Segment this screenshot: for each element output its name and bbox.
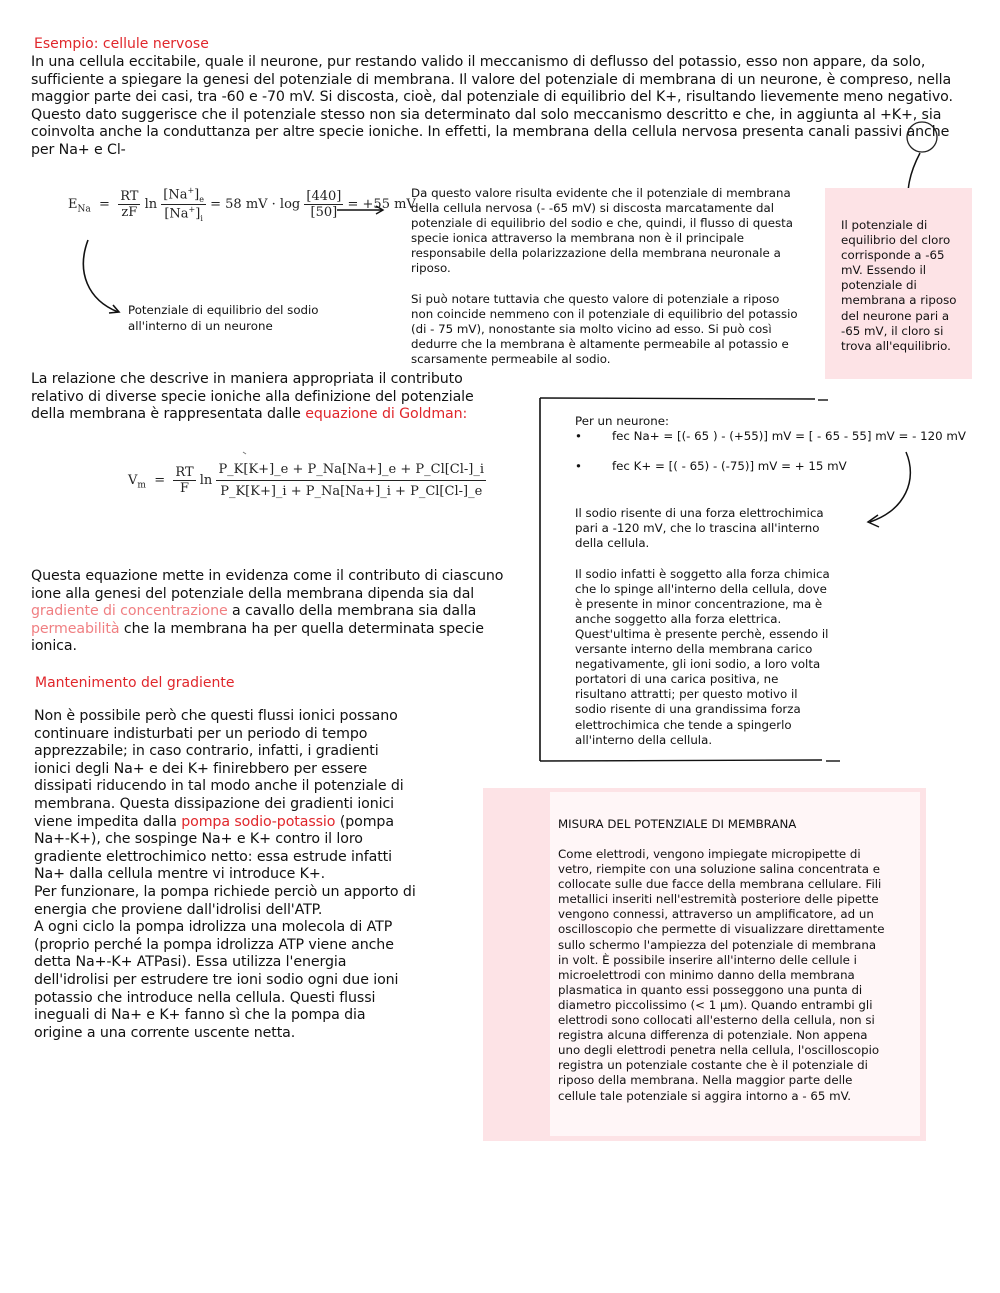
goldman-ratio: $\frac{P\_K[K+]\_e + P\_Na[Na+]\_e + P\_Cl[Cl-]\_i}{P\_K[K+]\_i + P\_Na[Na+]\_i + P\_Cl[Cl-]\_e}$ [218, 462, 485, 499]
gradient-text: Non è possibile però che questi flussi ionici possano continuare indisturbati per un periodo di tempo apprezzabile; in caso contrario, infatti, i gradienti ionici degli Na+ e dei K+ finirebbero per essere dissipati riducendo in tal modo anche il potenziale di membrana. Questa dissipazione dei gradienti ionici viene impedita dalla pompa sodio-potassio (pompa Na+-K+), che sospinge Na+ e K+ contro il loro gradiente elettrochimico netto: essa estrude infatti Na+ dalla cellula mentre vi introduce K+. Per funzionare, la pompa richiede perciò un apporto di energia che proviene dall'idrolisi dell'ATP. A ogni ciclo la pompa idrolizza una molecola di ATP (proprio perché la pompa idrolizza ATP viene anche detta Na+-K+ ATPasi). Essa utilizza l'energia dell'idrolisi per estrudere tre ioni sodio ogni due ioni potassio che introduce nella cellula. Questi flussi ineguali di Na+ e K+ fanno sì che la pompa dia origine a una corrente uscente netta. [34, 708, 416, 1041]
measure-box-title: MISURA DEL POTENZIALE DI MEMBRANA [558, 817, 797, 831]
concentration-gradient-link: gradiente di concentrazione [31, 603, 228, 620]
nernst-equation: $E_{Na}$ = $\frac{RT}{zF}$ ln $\frac{[Na^+]_e}{[Na^+]_i}$ = 58 mV · log $\frac{[440]}{[50]}$ = +55 mV [68, 186, 416, 223]
neuron-box [575, 414, 966, 748]
neuron-box-title: Per un neurone: [575, 414, 669, 428]
nernst-value-ratio: $\frac{[440]}{[50]}$ [306, 188, 342, 220]
nernst-result: = +55 mV [347, 196, 416, 212]
neuron-bullet-k: • fec K+ = [( - 65) - (-75)] mV = + 15 mV [575, 459, 847, 474]
nernst-middle: = 58 mV · log [210, 196, 301, 212]
nernst-concentration-ratio: $\frac{[Na^+]_e}{[Na^+]_i}$ [163, 186, 204, 223]
section-title-nervous-cells: Esempio: cellule nervose [34, 36, 209, 52]
explanation-paragraph-1: Da questo valore risulta evidente che il potenziale di membrana della cellula nervosa (- -65 mV) si discosta marcatamente dal potenziale di equilibrio del sodio e che, quindi, il flusso di questa specie ionica attraverso la membrana non è il principale responsabile della polarizzazione della membrana neuronale a riposo. [411, 186, 793, 276]
explanation-text [411, 186, 803, 367]
membrane-measure-box [483, 788, 926, 1141]
permeability-link: permeabilità [31, 620, 120, 637]
measure-box-text: Come elettrodi, vengono impiegate micropipette di vetro, riempite con una soluzione salina concentrata e collocate sulle due facce della membrana cellulare. Fili metallici inseriti nell'estremità posteriore delle pipette vengono connessi, attraverso un amplificatore, ad un oscilloscopio che permette di visualizzare direttamente sullo schermo l'ampiezza del potenziale di membrana in volt. È possibile inserire all'interno delle cellule i microelettrodi con minimo danno della membrana plasmatica in quanto essi posseggono una punta di diametro piccolissimo (< 1 µm). Quando entrambi gli elettrodi sono collocati all'esterno della cellula, non si registra alcuna differenza di potenziale. Non appena uno degli elettrodi penetra nella cellula, l'oscilloscopio registra un potenziale costante che è il potenziale di riposo della membrana. Nella maggior parte delle cellule tale potenziale si aggira intorno a - 65 mV. [558, 847, 885, 1103]
section-title-gradient: Mantenimento del gradiente [35, 675, 235, 691]
goldman-rt-over-f: $\frac{RT}{F}$ [175, 465, 194, 496]
nernst-rt-over-zf: $\frac{RT}{zF}$ [120, 188, 139, 220]
nernst-lhs: E [68, 196, 78, 212]
explanation-paragraph-2: Si può notare tuttavia che questo valore di potenziale a riposo non coincide nemmeno con il potenziale di equilibrio del potassio (di - 75 mV), nonostante sia molto vicino ad esso. Si può così dedurre che la membrana è altamente permeabile al potassio e scarsamente permeabile al sodio. [411, 291, 798, 366]
neuron-bullet-na: • fec Na+ = [(- 65 ) - (+55)] mV = [ - 65 - 55] mV = - 120 mV [575, 429, 966, 444]
intro-paragraph-1: In una cellula eccitabile, quale il neurone, pur restando valido il meccanismo di deflusso del potassio, esso non appare, da solo, sufficiente a spiegare la genesi del potenziale di membrana. Il valore del potenziale di membrana di un neurone, è compreso, nella maggior parte dei casi, tra -60 e -70 mV. Si discosta, cioè, dal potenziale di equilibrio del K+, risultando lievemente meno negativo. [31, 54, 953, 106]
intro-paragraph-2: Questo dato suggerisce che il potenziale stesso non sia determinato dal solo meccanismo descritto e che, in aggiunta al +K+, sia coinvolta anche la conduttanza per altre specie ioniche. In effetti, la membrana della cellula nervosa presenta canali passivi anche per Na+ e Cl- [31, 106, 950, 158]
nernst-caption: Potenziale di equilibrio del sodio all'interno di un neurone [128, 303, 319, 333]
chloride-note-box [825, 188, 972, 379]
nernst-ln: ln [144, 196, 158, 212]
goldman-link: equazione di Goldman: [305, 406, 468, 423]
neuron-paragraph-1: Il sodio risente di una forza elettrochimica pari a -120 mV, che lo trascina all'interno della cellula. [575, 506, 824, 551]
sodium-potassium-pump-link: pompa sodio-potassio [181, 813, 336, 830]
goldman-intro: La relazione che descrive in maniera appropriata il contributo relativo di diverse specie ioniche alla definizione del potenziale della membrana è rappresentata dalle equazione di Goldman: [31, 371, 474, 423]
nernst-lhs-sub: Na [77, 204, 91, 215]
caption-arrow-icon [83, 240, 118, 312]
goldman-equation: $V_m$ = $\frac{RT}{F}$ ln $\frac{P\_K[K+]\_e + P\_Na[Na+]\_e + P\_Cl[Cl-]\_i}{P\_K[K+]\_i + P\_Na[Na+]\_i + P\_Cl[Cl-]\_e}$ [128, 462, 485, 499]
goldman-explanation: Questa equazione mette in evidenza come il contributo di ciascuno ione alla genesi del potenziale della membrana dipenda sia dal gradiente di concentrazione a cavallo della membrana sia dalla permeabilità che la membrana ha per quella determinata specie ionica. [31, 568, 504, 655]
chloride-note-text: Il potenziale di equilibrio del cloro corrisponde a -65 mV. Essendo il potenziale di membrana a riposo del neurone pari a -65 mV, il cloro si trova all'equilibrio. [841, 218, 957, 353]
neuron-paragraph-2: Il sodio infatti è soggetto alla forza chimica che lo spinge all'interno della cellula, dove è presente in minor concentrazione, ma è anche soggetto alla forza elettrica. Quest'ultima è presente perchè, essendo il versante interno della membrana carico negativamente, gli ioni sodio, a loro volta portatori di una carica positiva, ne risultano attratti; per questo motivo il sodio risente di una grandissima forza elettrochimica che tende a spingerlo all'interno della cellula. [575, 566, 830, 747]
chloride-circle-icon [907, 122, 937, 152]
